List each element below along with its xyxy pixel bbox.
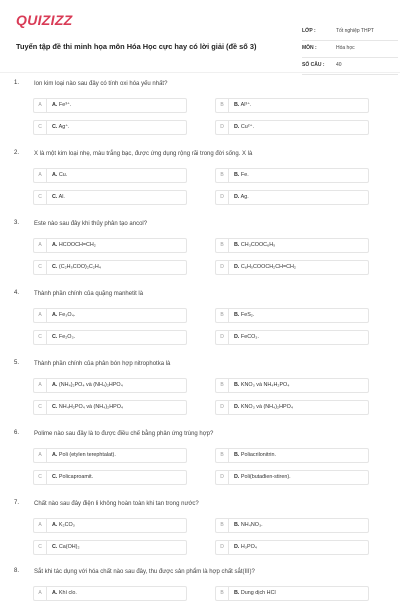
option-b[interactable] xyxy=(215,586,369,601)
option-text: H₃PO₄ xyxy=(240,544,257,550)
option-text: KNO₃ và (NH₄)₂HPO₄ xyxy=(240,404,294,410)
question-text: Polime nào sau đây là to được điều chế bằng phản ứng trùng hợp? xyxy=(34,431,214,437)
meta-value: Hóa học xyxy=(336,45,355,51)
option-letter: A xyxy=(34,587,47,600)
option-letter: A xyxy=(34,379,47,392)
option-text: (NH₄)₂PO₄ và (NH₄)₂HPO₄ xyxy=(58,382,123,388)
option-letter: A xyxy=(34,309,47,322)
option-letter: D xyxy=(216,191,229,204)
option-c[interactable] xyxy=(33,190,187,205)
option-text: FeS₂. xyxy=(240,312,255,318)
option-d[interactable] xyxy=(215,330,369,345)
option-key: C. xyxy=(52,334,58,340)
meta-row-subject xyxy=(302,43,398,58)
question-number: 4. xyxy=(14,290,20,296)
meta-key: LỚP : xyxy=(302,28,316,34)
option-text: Cu. xyxy=(58,172,68,178)
option-text: Al³⁺. xyxy=(240,102,252,108)
option-text: Fe³⁺. xyxy=(58,102,72,108)
question-number: 8. xyxy=(14,568,20,574)
option-d[interactable] xyxy=(215,400,369,415)
option-c[interactable] xyxy=(33,330,187,345)
option-key: A. xyxy=(52,590,58,596)
option-b[interactable] xyxy=(215,98,369,113)
question-text: Thành phần chính của phân bón hợp nitrophotka là xyxy=(34,361,171,367)
option-letter: B xyxy=(216,519,229,532)
option-letter: A xyxy=(34,519,47,532)
question-number: 5. xyxy=(14,360,20,366)
option-b[interactable] xyxy=(215,518,369,533)
question-text: Thành phần chính của quặng manhetit là xyxy=(34,291,144,297)
question-number: 7. xyxy=(14,500,20,506)
option-text: Policaproamit. xyxy=(58,474,94,480)
worksheet-header xyxy=(16,12,386,72)
option-text: Ca(OH)₂ xyxy=(58,544,80,550)
question-number: 1. xyxy=(14,80,20,86)
option-a[interactable] xyxy=(33,308,187,323)
option-key: A. xyxy=(52,312,58,318)
option-letter: A xyxy=(34,99,47,112)
option-text: Ag⁺. xyxy=(58,124,70,130)
option-text: Cu²⁺. xyxy=(240,124,254,130)
option-key: C. xyxy=(52,474,58,480)
option-text: Dung dịch HCl xyxy=(240,590,276,596)
option-letter: D xyxy=(216,541,229,554)
option-d[interactable] xyxy=(215,190,369,205)
option-key: D. xyxy=(234,124,240,130)
option-letter: D xyxy=(216,471,229,484)
option-letter: A xyxy=(34,169,47,182)
option-letter: B xyxy=(216,309,229,322)
question-text: Chất nào sau đây điện li không hoàn toàn khi tan trong nước? xyxy=(34,501,199,507)
option-key: B. xyxy=(234,452,240,458)
option-d[interactable] xyxy=(215,470,369,485)
option-b[interactable] xyxy=(215,238,369,253)
option-key: B. xyxy=(234,522,240,528)
option-c[interactable] xyxy=(33,470,187,485)
option-text: K₂CO₃ xyxy=(58,522,75,528)
option-key: B. xyxy=(234,102,240,108)
worksheet-title: Tuyển tập đề thi minh họa môn Hóa Học cực hay có lời giải (đề số 3) xyxy=(16,42,257,51)
option-text: Poliacrilonitrin. xyxy=(240,452,276,458)
question-number: 3. xyxy=(14,220,20,226)
option-key: B. xyxy=(234,590,240,596)
option-key: D. xyxy=(234,474,240,480)
option-c[interactable] xyxy=(33,540,187,555)
meta-key: SỐ CÂU : xyxy=(302,62,325,68)
option-text: Khí clo. xyxy=(58,590,77,596)
option-letter: B xyxy=(216,169,229,182)
option-text: CH₃COOC₆H₅ xyxy=(240,242,276,248)
option-d[interactable] xyxy=(215,120,369,135)
option-key: B. xyxy=(234,312,240,318)
option-d[interactable] xyxy=(215,540,369,555)
option-text: Poli (etylen terephtalat). xyxy=(58,452,116,458)
option-key: C. xyxy=(52,264,58,270)
option-letter: C xyxy=(34,331,47,344)
option-text: Poli(butađien-stiren). xyxy=(240,474,291,480)
option-a[interactable] xyxy=(33,586,187,601)
option-key: B. xyxy=(234,172,240,178)
question-text: Sắt khi tác dụng với hóa chất nào sau đây, thu được sản phẩm là hợp chất sắt(III)? xyxy=(34,569,255,575)
option-letter: A xyxy=(34,239,47,252)
option-b[interactable] xyxy=(215,448,369,463)
option-key: A. xyxy=(52,382,58,388)
option-letter: B xyxy=(216,587,229,600)
option-letter: B xyxy=(216,239,229,252)
option-text: Fe₂O₃. xyxy=(58,334,76,340)
option-d[interactable] xyxy=(215,260,369,275)
header-divider xyxy=(0,72,400,73)
option-text: KNO₃ và NH₄H₂PO₄ xyxy=(240,382,290,388)
option-key: A. xyxy=(52,452,58,458)
option-text: Fe. xyxy=(240,172,249,178)
option-key: B. xyxy=(234,382,240,388)
option-a[interactable] xyxy=(33,448,187,463)
option-c[interactable] xyxy=(33,260,187,275)
option-key: C. xyxy=(52,544,58,550)
option-text: (C₂H₅COO)₂C₂H₄ xyxy=(58,264,101,270)
option-key: D. xyxy=(234,404,240,410)
option-key: A. xyxy=(52,102,58,108)
meta-table xyxy=(302,26,398,77)
option-key: D. xyxy=(234,544,240,550)
option-letter: B xyxy=(216,99,229,112)
option-letter: C xyxy=(34,261,47,274)
question-number: 2. xyxy=(14,150,20,156)
meta-row-class xyxy=(302,26,398,41)
option-key: D. xyxy=(234,264,240,270)
meta-value: 40 xyxy=(336,62,342,68)
option-key: C. xyxy=(52,404,58,410)
option-letter: D xyxy=(216,261,229,274)
option-letter: A xyxy=(34,449,47,462)
option-a[interactable] xyxy=(33,168,187,183)
option-key: A. xyxy=(52,172,58,178)
quizizz-logo: QUIZIZZ xyxy=(16,12,73,28)
meta-value: Tốt nghiệp THPT xyxy=(336,28,374,34)
option-key: A. xyxy=(52,242,58,248)
option-b[interactable] xyxy=(215,378,369,393)
option-text: NH₄NO₃. xyxy=(240,522,263,528)
option-letter: C xyxy=(34,471,47,484)
option-text: Al. xyxy=(58,194,65,200)
option-letter: D xyxy=(216,331,229,344)
option-text: NH₄H₂PO₄ và (NH₄)₂HPO₄ xyxy=(58,404,124,410)
option-key: C. xyxy=(52,124,58,130)
question-number: 6. xyxy=(14,430,20,436)
option-c[interactable] xyxy=(33,120,187,135)
option-key: A. xyxy=(52,522,58,528)
question-text: Este nào sau đây khi thủy phân tạo ancol? xyxy=(34,221,148,227)
option-letter: C xyxy=(34,191,47,204)
option-b[interactable] xyxy=(215,168,369,183)
question-text: Ion kim loại nào sau đây có tính oxi hóa yếu nhất? xyxy=(34,81,168,87)
option-text: HCOOCH=CH₂ xyxy=(58,242,96,248)
option-key: B. xyxy=(234,242,240,248)
option-a[interactable] xyxy=(33,238,187,253)
option-letter: C xyxy=(34,541,47,554)
option-letter: B xyxy=(216,379,229,392)
question-text: X là một kim loại nhẹ, màu trắng bạc, được ứng dụng rộng rãi trong đời sống. X là xyxy=(34,151,253,157)
option-a[interactable] xyxy=(33,518,187,533)
option-letter: C xyxy=(34,121,47,134)
option-a[interactable] xyxy=(33,378,187,393)
option-text: Ag. xyxy=(240,194,249,200)
option-a[interactable] xyxy=(33,98,187,113)
option-letter: D xyxy=(216,401,229,414)
option-b[interactable] xyxy=(215,308,369,323)
option-text: Fe₃O₄. xyxy=(58,312,76,318)
option-text: C₆H₅COOCH₂CH=CH₂ xyxy=(240,264,297,270)
option-key: C. xyxy=(52,194,58,200)
option-text: FeCO₃. xyxy=(240,334,259,340)
option-key: D. xyxy=(234,334,240,340)
option-c[interactable] xyxy=(33,400,187,415)
option-letter: C xyxy=(34,401,47,414)
option-letter: D xyxy=(216,121,229,134)
option-letter: B xyxy=(216,449,229,462)
meta-key: MÔN : xyxy=(302,45,317,51)
option-key: D. xyxy=(234,194,240,200)
